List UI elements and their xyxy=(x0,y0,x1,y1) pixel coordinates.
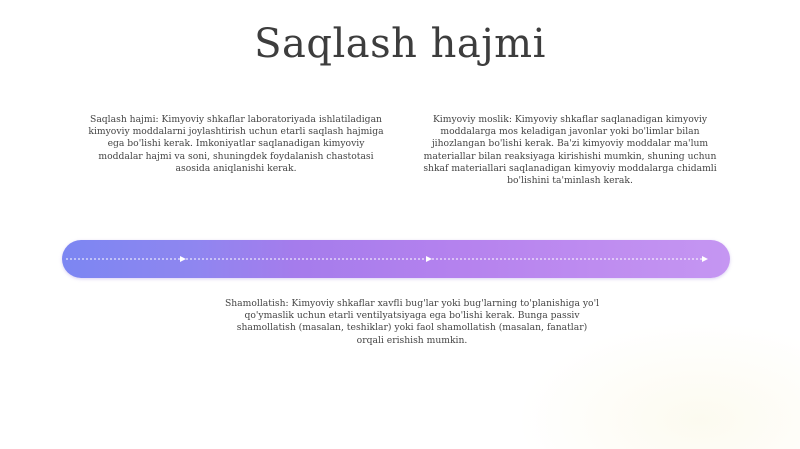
timeline-bar xyxy=(62,240,730,278)
arrow-head-icon xyxy=(180,256,186,262)
ventilation-text: Shamollatish: Kimyoviy shkaflar xavfli bug'lar yoki bug'larning to'planishiga yo'l qo'ymaslik uchun etarli ventilyatsiyaga ega bo'lishi kerak. Bunga passiv shamollatish (masalan, teshiklar) yoki faol shamollatish (masalan, fanatlar) orqali erishish mumkin. xyxy=(224,298,600,346)
timeline-arrows xyxy=(62,240,730,278)
chemical-compatibility-text: Kimyoviy moslik: Kimyoviy shkaflar saqlanadigan kimyoviy moddalarga mos keladigan javonlar yoki bo'limlar bilan jihozlangan bo'lishi kerak. Ba'zi kimyoviy moddalar ma'lum materiallar bilan reaksiyaga kirishishi mumkin, shuning uchun shkaf materiallari saqlanadigan kimyoviy moddalarga chidamli bo'lishini ta'minlash kerak. xyxy=(423,114,717,187)
arrow-head-icon xyxy=(702,256,708,262)
storage-volume-text: Saqlash hajmi: Kimyoviy shkaflar laboratoriyada ishlatiladigan kimyoviy moddalarni joylashtirish uchun etarli saqlash hajmiga ega bo'lishi kerak. Imkoniyatlar saqlanadigan kimyoviy moddalar hajmi va soni, shuningdek foydalanish chastotasi asosida aniqlanishi kerak. xyxy=(88,114,384,174)
slide-title: Saqlash hajmi xyxy=(254,21,546,67)
arrow-head-icon xyxy=(426,256,432,262)
